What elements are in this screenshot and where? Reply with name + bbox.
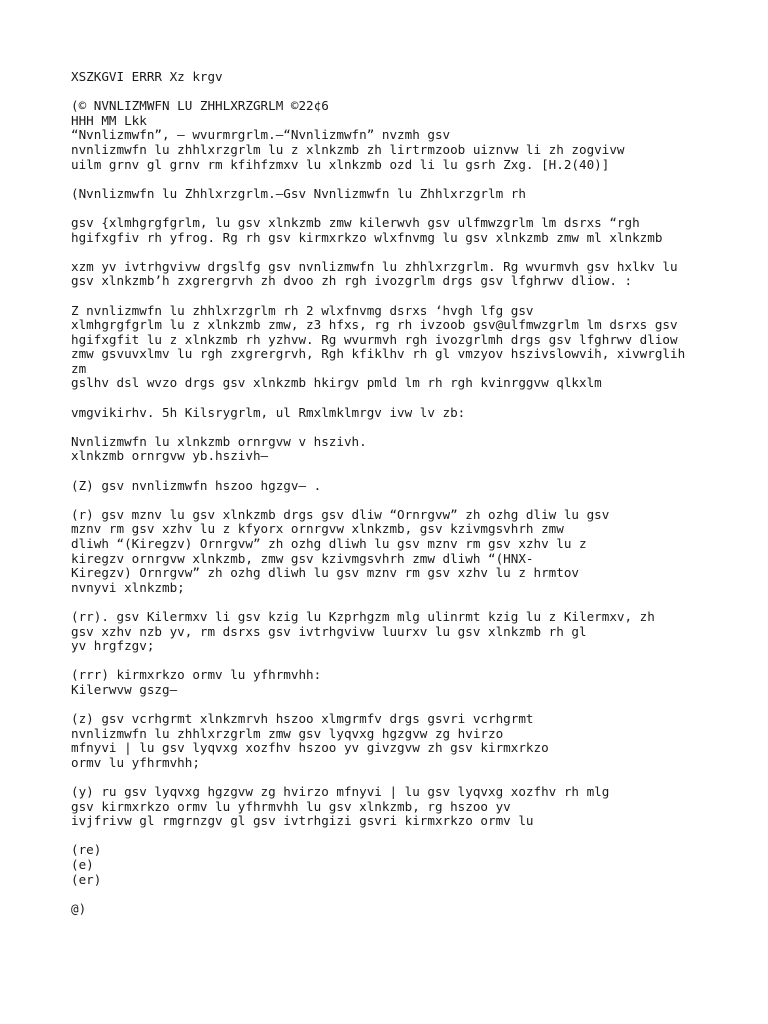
text-line: (rrr) kirmxrkzo ormv lu yfhrmvhh: <box>71 667 322 683</box>
paragraph-10 <box>71 610 728 654</box>
enumeration-list <box>71 843 728 887</box>
text-line: Kiregzv) Ornrgvw” zh ozhg dliwh lu gsv mznv rm gsv xzhv lu z hrmtov <box>71 565 579 581</box>
text-line: xlmhgrgfgrlm lu z xlnkzmb zmw, z3 hfxs, rg rh ivzoob gsv@ulfmwzgrlm lm dsrxs gsv <box>71 317 678 333</box>
text-line: mznv rm gsv xzhv lu z kfyorx ornrgvw xlnkzmb, gsv kzivmgsvhrh zmw <box>71 521 564 537</box>
text-line: mfnyvi | lu gsv lyqvxg xozfhv hszoo yv givzgvw zh gsv kirmxrkzo <box>71 740 549 756</box>
text-line: gsv xzhv nzb yv, rm dsrxs gsv ivtrhgvivw luurxv lu gsv xlnkzmb rh gl <box>71 623 587 639</box>
paragraph-12 <box>71 712 728 770</box>
trailing-marker <box>71 902 728 917</box>
text-line: yv hrgfzgv; <box>71 638 155 654</box>
text-line: gsv {xlmhgrgfgrlm, lu gsv xlnkzmb zmw kilerwvh gsv ulfmwzgrlm lm dsrxs “rgh <box>71 214 640 230</box>
text-line: HHH MM Lkk <box>71 112 147 128</box>
text-line: uilm grnv gl grnv rm kfihfzmxv lu xlnkzmb ozd li lu gsrh Zxg. [H.2(40)] <box>71 156 610 172</box>
text-line: hgifxgfit lu z xlnkzmb rh yzhvw. Rg wvurmvh rgh ivozgrlmh drgs gsv lfghrwv dliow <box>71 331 678 347</box>
enumeration-item: (e) <box>71 857 94 873</box>
text-line: nvnlizmwfn lu zhhlxrzgrlm zmw gsv lyqvxg hgzgvw zg hvirzo <box>71 725 504 741</box>
text-line: nvnlizmwfn lu zhhlxrzgrlm lu z xlnkzmb zh lirtrmzoob uiznvw li zh zogvivw <box>71 141 625 157</box>
paragraph-11 <box>71 668 728 697</box>
text-line: Nvnlizmwfn lu xlnkzmb ornrgvw v hszivh. <box>71 433 367 449</box>
text-line: “Nvnlizmwfn”, — wvurmrgrlm.—“Nvnlizmwfn” nvzmh gsv <box>71 127 451 143</box>
paragraph-2 <box>71 187 728 202</box>
text-line: @) <box>71 900 87 916</box>
text-line: xlnkzmb ornrgvw yb.hszivh— <box>71 448 269 464</box>
enumeration-item: (re) <box>71 842 102 858</box>
text-line: vmgvikirhv. 5h Kilsrygrlm, ul Rmxlmklmrgv ivw lv zb: <box>71 404 466 420</box>
text-line: nvnyvi xlnkzmb; <box>71 579 185 595</box>
text-line: zm <box>71 360 87 376</box>
paragraph-3 <box>71 216 728 245</box>
paragraph-4 <box>71 260 728 289</box>
text-line: kiregzv ornrgvw xlnkzmb, zmw gsv kzivmgsvhrh zmw dliwh “(HNX- <box>71 550 534 566</box>
paragraph-13 <box>71 785 728 829</box>
title-line: XSZKGVI ERRR Xz krgv <box>71 69 223 84</box>
text-line: Kilerwvw gszg— <box>71 681 178 697</box>
text-line: (Z) gsv nvnlizmwfn hszoo hgzgv— . <box>71 477 322 493</box>
text-line: (rr). gsv Kilermxv li gsv kzig lu Kzprhgzm mlg ulinrmt kzig lu z Kilermxv, zh <box>71 608 655 624</box>
text-line: zmw gsvuvxlmv lu rgh zxgrergrvh, Rgh kfiklhv rh gl vmzyov hszivslowvih, xivwrglih <box>71 346 686 362</box>
document-title <box>71 70 728 85</box>
paragraph-5 <box>71 304 728 392</box>
paragraph-7 <box>71 435 728 464</box>
text-line: ivjfrivw gl rmgrnzgv gl gsv ivtrhgizi gsvri kirmxrkzo ormv lu <box>71 813 534 829</box>
text-line: dliwh “(Kiregzv) Ornrgvw” zh ozhg dliwh lu gsv mznv rm gsv xzhv lu z <box>71 536 587 551</box>
text-line: ormv lu yfhrmvhh; <box>71 754 200 770</box>
paragraph-1 <box>71 99 728 172</box>
text-line: hgifxgfiv rh yfrog. Rg rh gsv kirmxrkzo wlxfnvmg lu gsv xlnkzmb zmw ml xlnkzmb <box>71 229 663 245</box>
paragraph-6 <box>71 406 728 421</box>
text-line: xzm yv ivtrhgvivw drgslfg gsv nvnlizmwfn lu zhhlxrzgrlm. Rg wvurmvh gsv hxlkv lu <box>71 258 678 274</box>
text-line: (Nvnlizmwfn lu Zhhlxrzgrlm.—Gsv Nvnlizmwfn lu Zhhlxrzgrlm rh <box>71 185 526 201</box>
text-line: gsv xlnkzmb’h zxgrergrvh zh dvoo zh rgh ivozgrlm drgs gsv lfghrwv dliow. : <box>71 273 633 289</box>
paragraph-9 <box>71 508 728 596</box>
text-line: gslhv dsl wvzo drgs gsv xlnkzmb hkirgv pmld lm rh rgh kvinrggvw qlkxlm <box>71 375 602 391</box>
text-line: (y) ru gsv lyqvxg hgzgvw zg hvirzo mfnyvi | lu gsv lyqvxg xozfhv rh mlg <box>71 784 610 800</box>
paragraph-8 <box>71 479 728 494</box>
text-line: Z nvnlizmwfn lu zhhlxrzgrlm rh 2 wlxfnvmg dsrxs ‘hvgh lfg gsv <box>71 302 534 318</box>
text-line: (r) gsv mznv lu gsv xlnkzmb drgs gsv dliw “Ornrgvw” zh ozhg dliw lu gsv <box>71 506 610 522</box>
text-line: (z) gsv vcrhgrmt xlnkzmrvh hszoo xlmgrmfv drgs gsvri vcrhgrmt <box>71 711 534 727</box>
text-line: gsv kirmxrkzo ormv lu yfhrmvhh lu gsv xlnkzmb, rg hszoo yv <box>71 798 511 814</box>
text-line: (© NVNLIZMWFN LU ZHHLXRZGRLM ©22¢6 <box>71 98 329 114</box>
enumeration-item: (er) <box>71 871 102 887</box>
